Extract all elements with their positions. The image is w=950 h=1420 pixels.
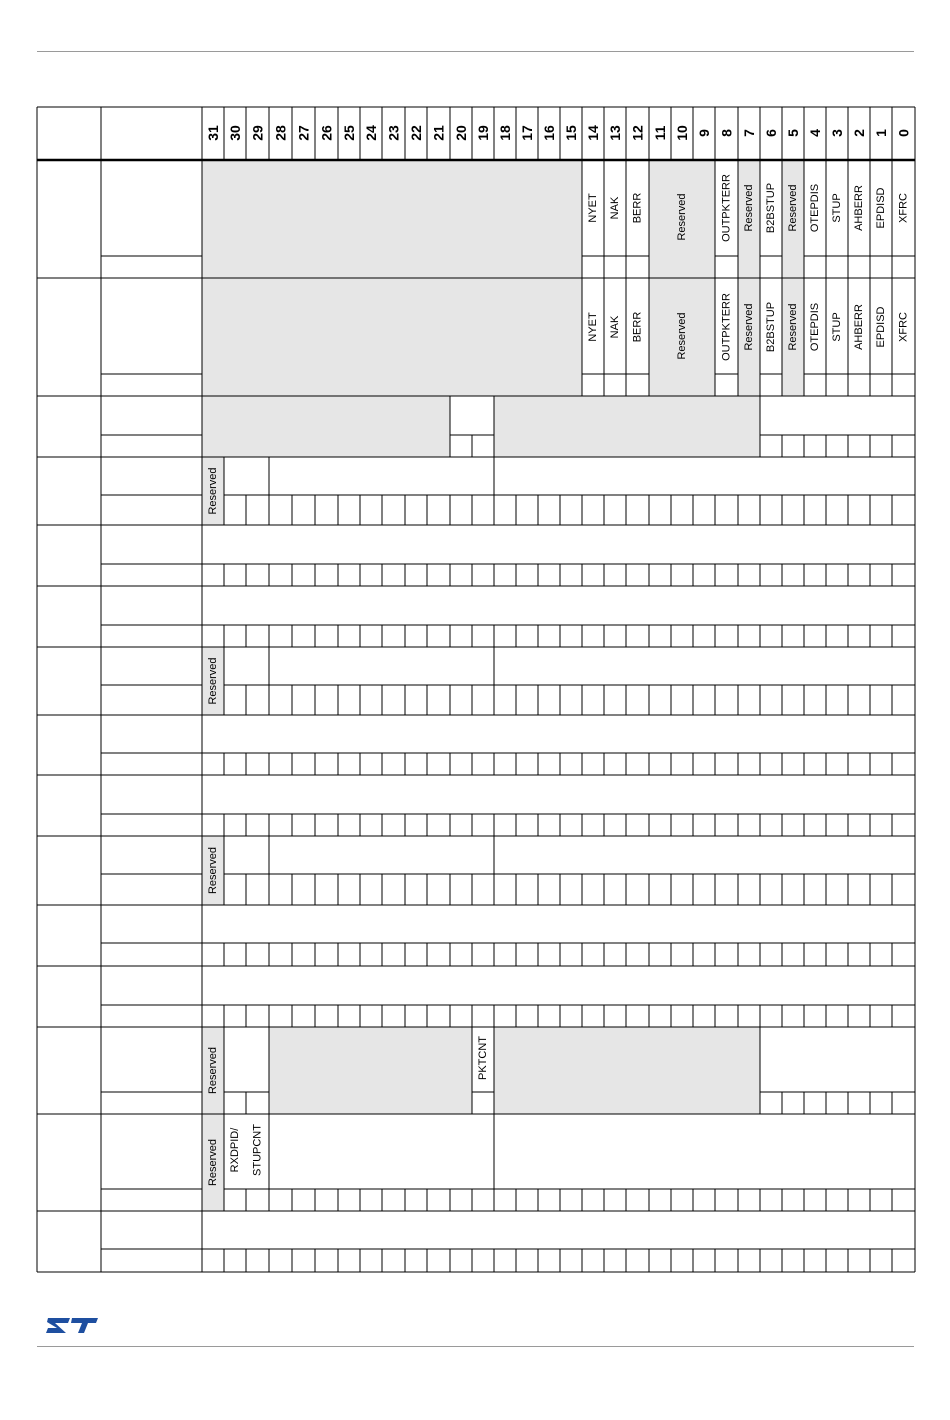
field-reserved-label: Reserved <box>743 184 755 232</box>
bit-number-16: 16 <box>541 125 557 141</box>
bit-number-9: 9 <box>696 129 712 137</box>
field-b2bstup-label: B2BSTUP <box>765 301 777 353</box>
reserved-shade <box>202 160 582 278</box>
bit-number-22: 22 <box>408 125 424 141</box>
bit-number-10: 10 <box>674 125 690 141</box>
bit-number-30: 30 <box>227 125 243 141</box>
reserved-shade <box>494 1027 760 1114</box>
bit-number-6: 6 <box>763 129 779 137</box>
field-otepdis-label: OTEPDIS <box>809 302 821 352</box>
field-reserved-label: Reserved <box>787 303 799 351</box>
field-b2bstup-label: B2BSTUP <box>765 182 777 234</box>
bit-number-25: 25 <box>341 125 357 141</box>
bit-number-24: 24 <box>363 125 379 141</box>
field-reserved-label: Reserved <box>787 184 799 232</box>
bit-number-4: 4 <box>807 129 823 137</box>
bit-number-19: 19 <box>475 125 491 141</box>
bit-number-26: 26 <box>318 125 335 141</box>
field-berr-label: BERR <box>631 311 644 343</box>
bit-number-13: 13 <box>607 125 623 141</box>
bit-number-21: 21 <box>430 125 447 141</box>
field-nak-label: NAK <box>609 315 621 339</box>
field-otepdis-label: OTEPDIS <box>809 183 821 233</box>
field-reserved-label: Reserved <box>207 657 219 705</box>
footer-rule <box>37 1346 914 1347</box>
field-rxdpid-label: RXDPID/ <box>229 1127 241 1173</box>
field-reserved-label: Reserved <box>743 303 755 351</box>
field-stupcnt-label: STUPCNT <box>251 1124 264 1176</box>
field-reserved-label: Reserved <box>207 1046 219 1095</box>
reserved-shade <box>269 1027 472 1114</box>
bit-number-20: 20 <box>453 125 469 141</box>
field-nyet-label: NYET <box>587 193 599 223</box>
st-logo-icon <box>44 1313 102 1339</box>
reserved-shade <box>202 396 450 457</box>
bit-number-8: 8 <box>718 129 735 137</box>
field-pktcnt-label: PKTCNT <box>477 1036 489 1080</box>
field-epdisd-label: EPDISD <box>875 306 887 348</box>
bit-number-0: 0 <box>895 129 912 137</box>
bit-number-23: 23 <box>385 125 402 141</box>
field-outpkterr-label: OUTPKTERR <box>720 293 733 361</box>
field-stup-label: STUP <box>831 312 843 342</box>
field-reserved-label: Reserved <box>676 193 688 241</box>
reserved-shade <box>494 396 760 457</box>
bit-number-15: 15 <box>563 125 579 141</box>
bit-number-1: 1 <box>873 129 889 137</box>
bit-number-2: 2 <box>851 129 867 137</box>
bit-number-12: 12 <box>629 125 646 141</box>
field-xfrc-label: XFRC <box>897 312 910 342</box>
field-outpkterr-label: OUTPKTERR <box>720 174 733 242</box>
field-xfrc-label: XFRC <box>897 193 910 223</box>
field-reserved-label: Reserved <box>207 846 219 895</box>
field-ahberr-label: AHBERR <box>853 185 865 231</box>
bit-number-27: 27 <box>295 125 312 141</box>
bit-number-7: 7 <box>741 129 757 137</box>
field-nak-label: NAK <box>609 196 621 220</box>
bit-number-18: 18 <box>497 125 513 141</box>
bit-number-31: 31 <box>205 125 221 141</box>
field-reserved-label: Reserved <box>207 467 219 515</box>
bit-number-5: 5 <box>785 129 801 137</box>
field-nyet-label: NYET <box>587 312 599 342</box>
reserved-shade <box>202 278 582 396</box>
bit-number-11: 11 <box>652 125 668 141</box>
bit-number-14: 14 <box>585 125 601 141</box>
bit-number-17: 17 <box>519 125 535 141</box>
field-epdisd-label: EPDISD <box>875 187 887 229</box>
bit-number-29: 29 <box>249 125 266 141</box>
bit-number-3: 3 <box>829 129 845 137</box>
field-reserved-label: Reserved <box>207 1138 219 1187</box>
field-berr-label: BERR <box>631 192 644 224</box>
field-stup-label: STUP <box>831 193 843 223</box>
field-reserved-label: Reserved <box>676 312 688 360</box>
bit-number-28: 28 <box>272 125 289 141</box>
field-ahberr-label: AHBERR <box>853 304 865 350</box>
